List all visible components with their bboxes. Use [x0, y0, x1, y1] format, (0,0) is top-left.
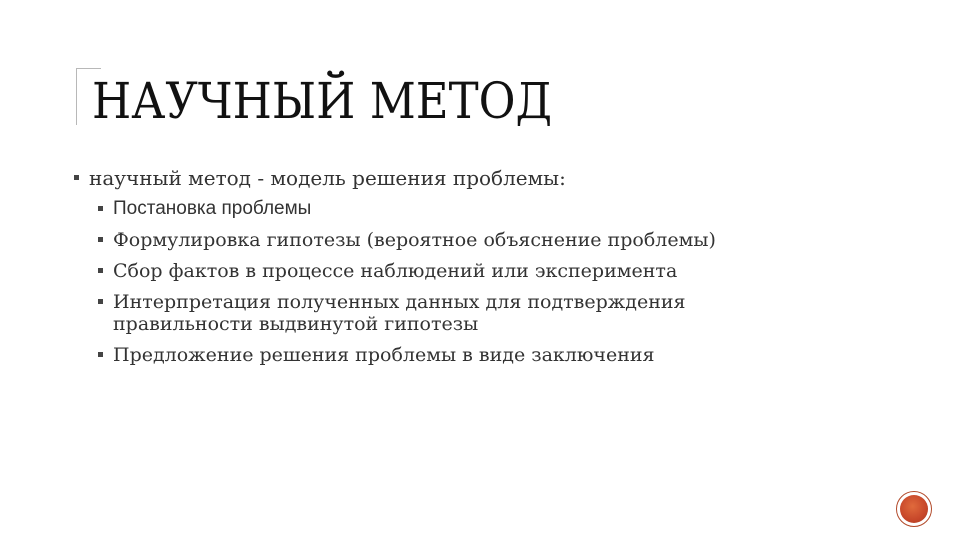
slide-content — [74, 166, 874, 375]
page-number-badge — [896, 491, 932, 527]
sub-bullet-text: Постановка проблемы — [113, 198, 312, 219]
sub-bullet-item — [98, 260, 798, 282]
square-bullet-icon — [98, 206, 103, 211]
square-bullet-icon — [98, 237, 103, 242]
sub-bullet-item — [98, 291, 738, 335]
sub-bullet-text: Интерпретация полученных данных для подтверждения правильности выдвинутой гипотезы — [113, 291, 686, 335]
sub-bullet-item — [98, 229, 798, 251]
sub-bullet-text: Предложение решения проблемы в виде заключения — [113, 344, 655, 366]
bullet-text: научный метод - модель решения проблемы: — [89, 166, 566, 190]
sub-bullet-text: Формулировка гипотезы (вероятное объяснение проблемы) — [113, 229, 716, 251]
slide-title: НАУЧНЫЙ МЕТОД — [92, 72, 553, 130]
page-number-circle-icon — [900, 495, 928, 523]
bullet-item-intro — [74, 166, 874, 190]
sub-bullet-item — [98, 344, 798, 366]
square-bullet-icon — [74, 175, 79, 180]
square-bullet-icon — [98, 268, 103, 273]
square-bullet-icon — [98, 352, 103, 357]
square-bullet-icon — [98, 299, 103, 304]
sub-bullet-list — [74, 198, 874, 366]
sub-bullet-text: Сбор фактов в процессе наблюдений или эксперимента — [113, 260, 678, 282]
sub-bullet-item — [98, 198, 798, 220]
